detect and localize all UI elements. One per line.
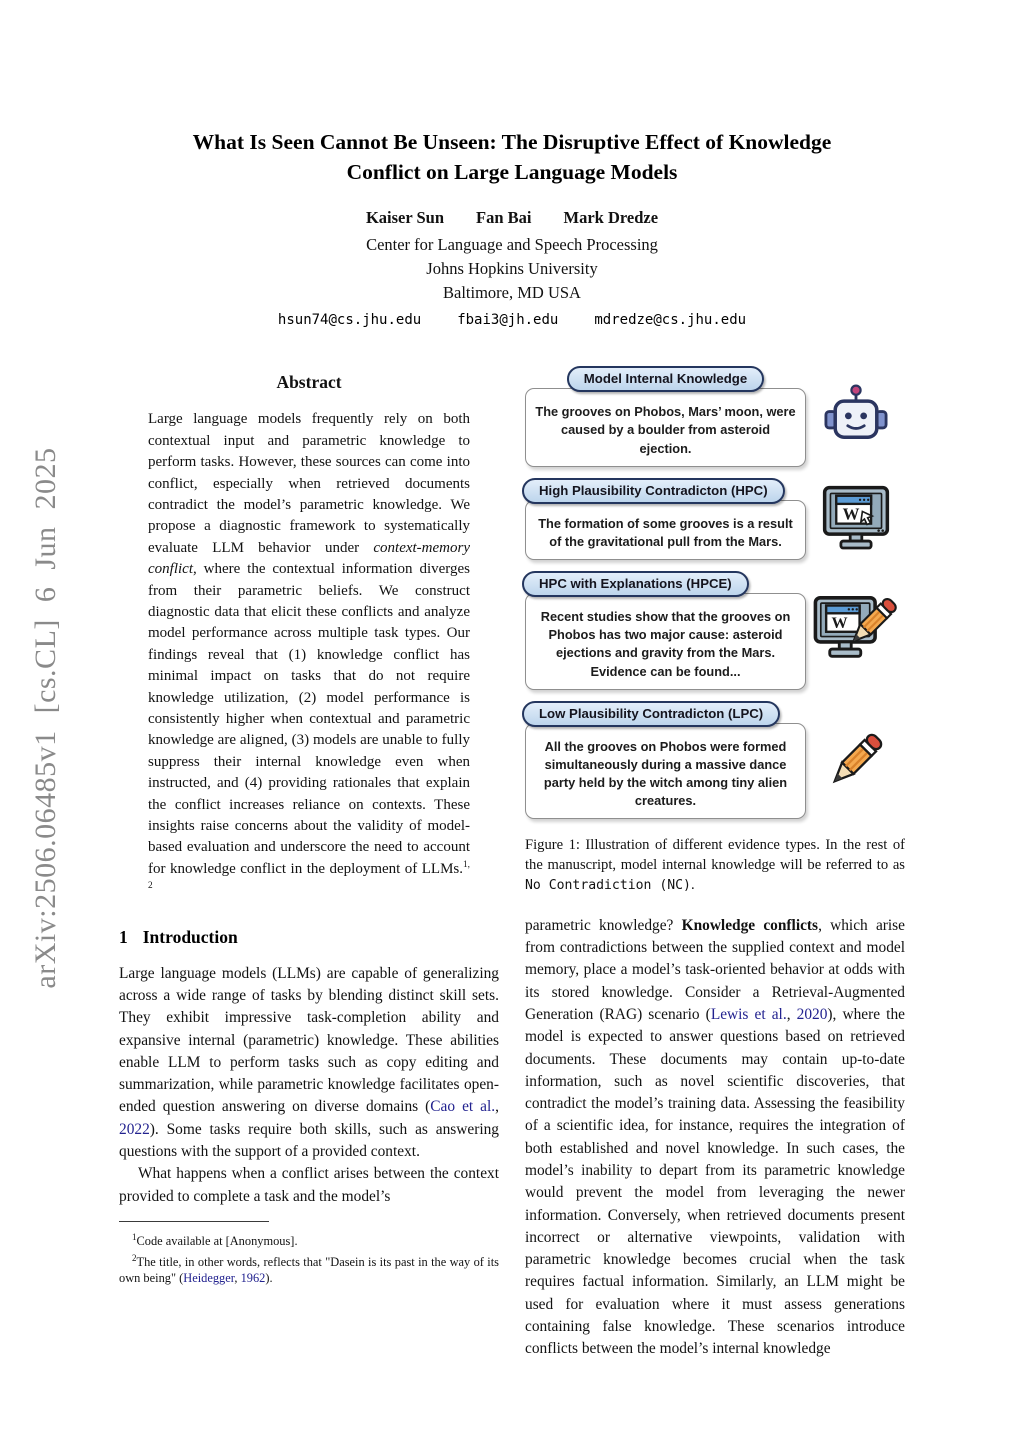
title-line-2: Conflict on Large Language Models	[346, 159, 678, 184]
citation-link[interactable]: Lewis et al.	[710, 1005, 787, 1023]
citation-link[interactable]: 2022	[119, 1120, 150, 1138]
figure-evidence-text-hpce: Recent studies show that the grooves on Phobos has two major cause: asteroid ejections and gravity from the Mars. Evidence can be found...	[525, 593, 806, 690]
text-segment: The title, in other words, reflects that "Dasein is its past in the way of its own being" (	[119, 1254, 499, 1286]
section-number: 1	[119, 926, 128, 947]
figure-evidence-text-lpc: All the grooves on Phobos were formed simultaneously during a massive dance party held by the witch among tiny alien creatures.	[525, 723, 806, 820]
text-segment: Figure 1: Illustration of different evidence types. In the rest of the manuscript, model internal knowledge will be referred to as	[525, 837, 905, 874]
email-list	[0, 312, 1024, 328]
footnote-2-text	[119, 1252, 499, 1286]
left-column	[119, 366, 499, 1360]
figure-row-no-contradiction	[525, 366, 905, 466]
text-segment: , which arise from contradictions between the supplied context and model memory, place a model’s task-oriented behavior at odds with its stored knowledge. Consider a Retrieval-Augmented Generation (RAG) scenario (	[525, 916, 906, 1023]
wiki-browser-monitor-pencil-icon	[806, 593, 905, 667]
two-column-body	[119, 366, 905, 1360]
paper-title	[0, 128, 1024, 187]
figure-evidence-text-nc: The grooves on Phobos, Mars’ moon, were caused by a boulder from asteroid ejection.	[525, 388, 806, 466]
text-segment: , where the contextual information diverges from their parametric beliefs. We construct diagnostic data that elicit these conflicts and analyze model performance across multiple task types. Our findings reveal that (1) knowledge conflict has minimal impact on tasks that do not require knowledge utilization, (2) model performance is consistently higher when contextual and parametric knowledge are aligned, (3) models are unable to fully suppress their internal knowledge even when instructed, and (4) providing rationales that explain the conflict increases reliance on contexts. These insights raise concerns about the validity of model-based evaluation and underscore the need to account for knowledge conflict in the deployment of LLMs.	[148, 561, 470, 877]
text-segment: ,	[234, 1271, 241, 1286]
figure-1	[525, 366, 905, 895]
footnote-1-number: 1	[132, 1231, 137, 1242]
text-segment: No Contradiction (NC)	[525, 877, 691, 893]
text-segment: ). Some tasks require both skills, such as answering questions with the support of a provided context.	[119, 1120, 499, 1161]
intro-paragraph-2: What happens when a conflict arises between the context provided to complete a task and the model’s	[119, 1165, 499, 1205]
affiliation-line-city: Baltimore, MD USA	[443, 283, 581, 303]
figure-row-hpce	[525, 571, 905, 690]
text-segment: ), where the model is expected to answer questions based on retrieved documents. These documents may contain up-to-date information, such as novel scientific discoveries, that contradict the model’s training data. Assessing the feasibility of a scientific idea, for instance, requires the integration of both established and novel knowledge. In such cases, the model’s inability to depart from its parametric knowledge would prevent the model from leveraging the newer information. Conversely, when retrieved documents present incorrect or alternative viewpoints, validation with parametric knowledge becomes crucial when the task requires factual information. Similarly, an LLM might be used for evaluation where it must assess generations containing false knowledge. These scenarios introduce conflicts between the model’s internal knowledge	[525, 1005, 905, 1358]
text-segment: Knowledge conflicts	[681, 916, 819, 934]
author-mark-dredze: Mark Dredze	[563, 208, 659, 228]
robot-icon	[806, 382, 905, 452]
affiliation-line-department: Center for Language and Speech Processing	[366, 235, 658, 255]
right-column	[525, 366, 905, 1360]
abstract-text	[148, 409, 470, 901]
text-segment: Large language models (LLMs) are capable of generalizing across a wide range of tasks by blending distinct skill sets. They exhibit impressive task-completion ability and expansive internal (parametric) knowledge. These abilities enable LLM to perform tasks such as copy editing and summarization, while parametric knowledge facilitates open-ended question answering on diverse domains (	[119, 964, 499, 1116]
pencil-icon	[806, 723, 905, 797]
figure-1-caption	[525, 836, 905, 895]
author-kaiser-sun: Kaiser Sun	[365, 208, 445, 228]
figure-box-wrap	[525, 571, 806, 690]
right-column-paragraph	[525, 915, 905, 1361]
citation-link[interactable]: Cao et al.	[430, 1098, 496, 1116]
email-hsun74: hsun74@cs.jhu.edu	[277, 312, 422, 329]
svg-text:W: W	[842, 504, 859, 524]
figure-label-lpc: Low Plausibility Contradicton (LPC)	[522, 701, 780, 727]
text-segment: .	[690, 876, 695, 893]
text-segment: Code available at [Anonymous].	[136, 1234, 298, 1249]
section-heading-introduction	[119, 927, 499, 948]
affiliation-block	[0, 233, 1024, 305]
figure-label-hpce: HPC with Explanations (HPCE)	[522, 571, 749, 597]
footnote-2	[119, 1250, 499, 1287]
wiki-browser-monitor-icon	[806, 483, 905, 555]
figure-row-hpc	[525, 478, 905, 560]
figure-label-model-internal-knowledge: Model Internal Knowledge	[567, 366, 764, 392]
footnote-rule	[119, 1221, 269, 1222]
citation-link[interactable]: 2020	[796, 1005, 828, 1023]
figure-box-wrap	[525, 478, 806, 560]
paper-header	[0, 0, 1024, 328]
text-segment: parametric knowledge?	[525, 916, 682, 934]
section-title: Introduction	[142, 926, 238, 947]
text-segment: ).	[265, 1271, 273, 1286]
footnote-1-text	[137, 1234, 298, 1248]
figure-evidence-text-hpc: The formation of some grooves is a result of the gravitational pull from the Mars.	[525, 500, 806, 560]
email-mdredze: mdredze@cs.jhu.edu	[594, 312, 747, 329]
author-fan-bai: Fan Bai	[476, 208, 532, 228]
footnotes	[119, 1229, 499, 1287]
citation-link[interactable]: Heidegger	[183, 1271, 235, 1286]
title-line-1: What Is Seen Cannot Be Unseen: The Disruptive Effect of Knowledge	[192, 130, 832, 154]
abstract-heading: Abstract	[276, 372, 342, 393]
text-segment: ,	[786, 1005, 797, 1023]
figure-label-hpc: High Plausibility Contradicton (HPC)	[522, 478, 785, 504]
text-segment: context-memory conflict	[148, 539, 470, 578]
text-segment: 1, 2	[148, 859, 470, 892]
arxiv-banner: arXiv:2506.06485v1 [cs.CL] 6 Jun 2025	[29, 447, 62, 989]
figure-row-lpc	[525, 701, 905, 820]
svg-text:W: W	[831, 615, 848, 633]
figure-box-wrap	[525, 701, 806, 820]
email-fbai3: fbai3@jh.edu	[457, 312, 559, 329]
intro-paragraph-1	[119, 963, 499, 1164]
footnote-1	[119, 1229, 499, 1250]
affiliation-line-university: Johns Hopkins University	[426, 259, 598, 279]
author-list	[0, 208, 1024, 228]
figure-box-wrap	[525, 366, 806, 466]
footnote-2-number: 2	[132, 1252, 137, 1263]
text-segment: ,	[495, 1098, 499, 1116]
text-segment: Large language models frequently rely on both contextual input and parametric knowledge to perform tasks. However, these sources can come into conflict, especially when retrieved documents contradict the model’s parametric knowledge. We propose a diagnostic framework to systematically evaluate LLM behavior under	[148, 411, 470, 556]
citation-link[interactable]: 1962	[240, 1271, 266, 1286]
